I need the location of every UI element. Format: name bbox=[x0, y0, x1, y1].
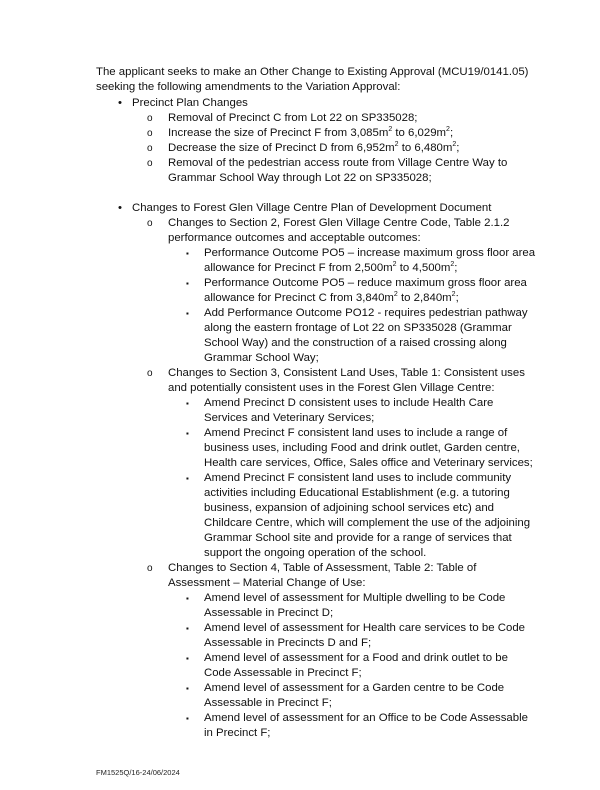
section-heading: Changes to Forest Glen Village Centre Plan of Development Document bbox=[132, 202, 492, 214]
sub-item-text: Amend level of assessment for a Food and drink outlet to be Code Assessable in Precinct F; bbox=[204, 652, 508, 679]
bullet-icon: • bbox=[118, 202, 122, 214]
circle-bullet-icon: o bbox=[147, 218, 153, 229]
square-bullet-icon: ▪ bbox=[186, 654, 189, 663]
sub-item-text: Performance Outcome PO5 – increase maximum gross floor area allowance for Precinct F from $2,500m^2$ to $4,500m^2$; bbox=[204, 247, 536, 274]
sub-item-text: Amend level of assessment for Multiple dwelling to be Code Assessable in Precinct D; bbox=[204, 592, 506, 619]
item-text: Changes to Section 3, Consistent Land Uses, Table 1: Consistent uses and potentially consistent uses in the Forest Glen Village Centre: bbox=[168, 367, 525, 394]
circle-bullet-icon: o bbox=[147, 158, 153, 169]
section-heading: Precinct Plan Changes bbox=[132, 97, 248, 109]
sub-item-text: Amend level of assessment for an Office to be Code Assessable in Precinct F; bbox=[204, 712, 528, 739]
circle-bullet-icon: o bbox=[147, 143, 153, 154]
sub-list-item bbox=[168, 246, 536, 276]
sub-items bbox=[168, 396, 536, 561]
section-precinct-plan-changes bbox=[96, 96, 536, 186]
list-item bbox=[132, 156, 536, 186]
document-body bbox=[96, 65, 536, 741]
list-item bbox=[132, 216, 536, 366]
item-text: Removal of Precinct C from Lot 22 on SP335028; bbox=[168, 112, 418, 124]
sub-item-text: Performance Outcome PO5 – reduce maximum gross floor area allowance for Precinct C from $3,840m^2$ to $2,840m^2$; bbox=[204, 277, 527, 304]
item-text: Changes to Section 4, Table of Assessment, Table 2: Table of Assessment – Material Change of Use: bbox=[168, 562, 477, 589]
square-bullet-icon: ▪ bbox=[186, 399, 189, 408]
sub-list-item bbox=[168, 276, 536, 306]
sub-list-item bbox=[168, 681, 536, 711]
square-bullet-icon: ▪ bbox=[186, 624, 189, 633]
list-item bbox=[132, 111, 536, 126]
item-text: Removal of the pedestrian access route from Village Centre Way to Grammar School Way through Lot 22 on SP335028; bbox=[168, 157, 508, 184]
list-item bbox=[132, 366, 536, 561]
circle-bullet-icon: o bbox=[147, 128, 153, 139]
square-bullet-icon: ▪ bbox=[186, 309, 189, 318]
section-items bbox=[132, 111, 536, 186]
sub-list-item bbox=[168, 711, 536, 741]
sub-list-item bbox=[168, 471, 536, 561]
square-bullet-icon: ▪ bbox=[186, 249, 189, 258]
list-item bbox=[132, 126, 536, 141]
sub-item-text: Amend Precinct D consistent uses to include Health Care Services and Veterinary Services; bbox=[204, 397, 494, 424]
sub-items bbox=[168, 591, 536, 741]
item-text: Increase the size of Precinct F from $3,085m^2$ to $6,029m^2$; bbox=[168, 126, 454, 139]
sub-list-item bbox=[168, 426, 536, 471]
list-item bbox=[132, 561, 536, 741]
section-plan-of-development-changes bbox=[96, 201, 536, 741]
sub-item-text: Amend Precinct F consistent land uses to include a range of business uses, including Food and drink outlet, Garden centre, Health care services, Office, Sales office and Veterinary services; bbox=[204, 427, 533, 469]
square-bullet-icon: ▪ bbox=[186, 684, 189, 693]
square-bullet-icon: ▪ bbox=[186, 279, 189, 288]
square-bullet-icon: ▪ bbox=[186, 429, 189, 438]
sub-list-item bbox=[168, 396, 536, 426]
document-footer: FM1525Q/16-24/06/2024 bbox=[96, 768, 180, 777]
circle-bullet-icon: o bbox=[147, 113, 153, 124]
list-item bbox=[132, 141, 536, 156]
square-bullet-icon: ▪ bbox=[186, 714, 189, 723]
square-bullet-icon: ▪ bbox=[186, 594, 189, 603]
intro-paragraph: The applicant seeks to make an Other Change to Existing Approval (MCU19/0141.05) seeking the following amendments to the Variation Approval: bbox=[96, 66, 529, 93]
sub-list-item bbox=[168, 651, 536, 681]
sub-item-text: Amend level of assessment for a Garden centre to be Code Assessable in Precinct F; bbox=[204, 682, 505, 709]
sub-item-text: Add Performance Outcome PO12 - requires pedestrian pathway along the eastern frontage of Lot 22 on SP335028 (Grammar School Way) and the construction of a raised crossing along Grammar School Way; bbox=[204, 307, 528, 364]
sub-item-text: Amend level of assessment for Health care services to be Code Assessable in Precincts D and F; bbox=[204, 622, 525, 649]
item-text: Changes to Section 2, Forest Glen Village Centre Code, Table 2.1.2 performance outcomes and acceptable outcomes: bbox=[168, 217, 510, 244]
bullet-icon: • bbox=[118, 97, 122, 109]
sub-list-item bbox=[168, 591, 536, 621]
item-text: Decrease the size of Precinct D from $6,952m^2$ to $6,480m^2$; bbox=[168, 141, 460, 154]
section-items bbox=[132, 216, 536, 741]
circle-bullet-icon: o bbox=[147, 368, 153, 379]
sub-item-text: Amend Precinct F consistent land uses to include community activities including Educational Establishment (e.g. a tutoring business, expansion of adjoining school services etc) and Childcare Centre, which will complement the use of the adjoining Grammar School site and provide for a range of services that support the ongoing operation of the school. bbox=[204, 472, 531, 559]
circle-bullet-icon: o bbox=[147, 563, 153, 574]
amendments-list bbox=[96, 96, 536, 741]
sub-list-item bbox=[168, 621, 536, 651]
sub-items bbox=[168, 246, 536, 366]
square-bullet-icon: ▪ bbox=[186, 474, 189, 483]
sub-list-item bbox=[168, 306, 536, 366]
